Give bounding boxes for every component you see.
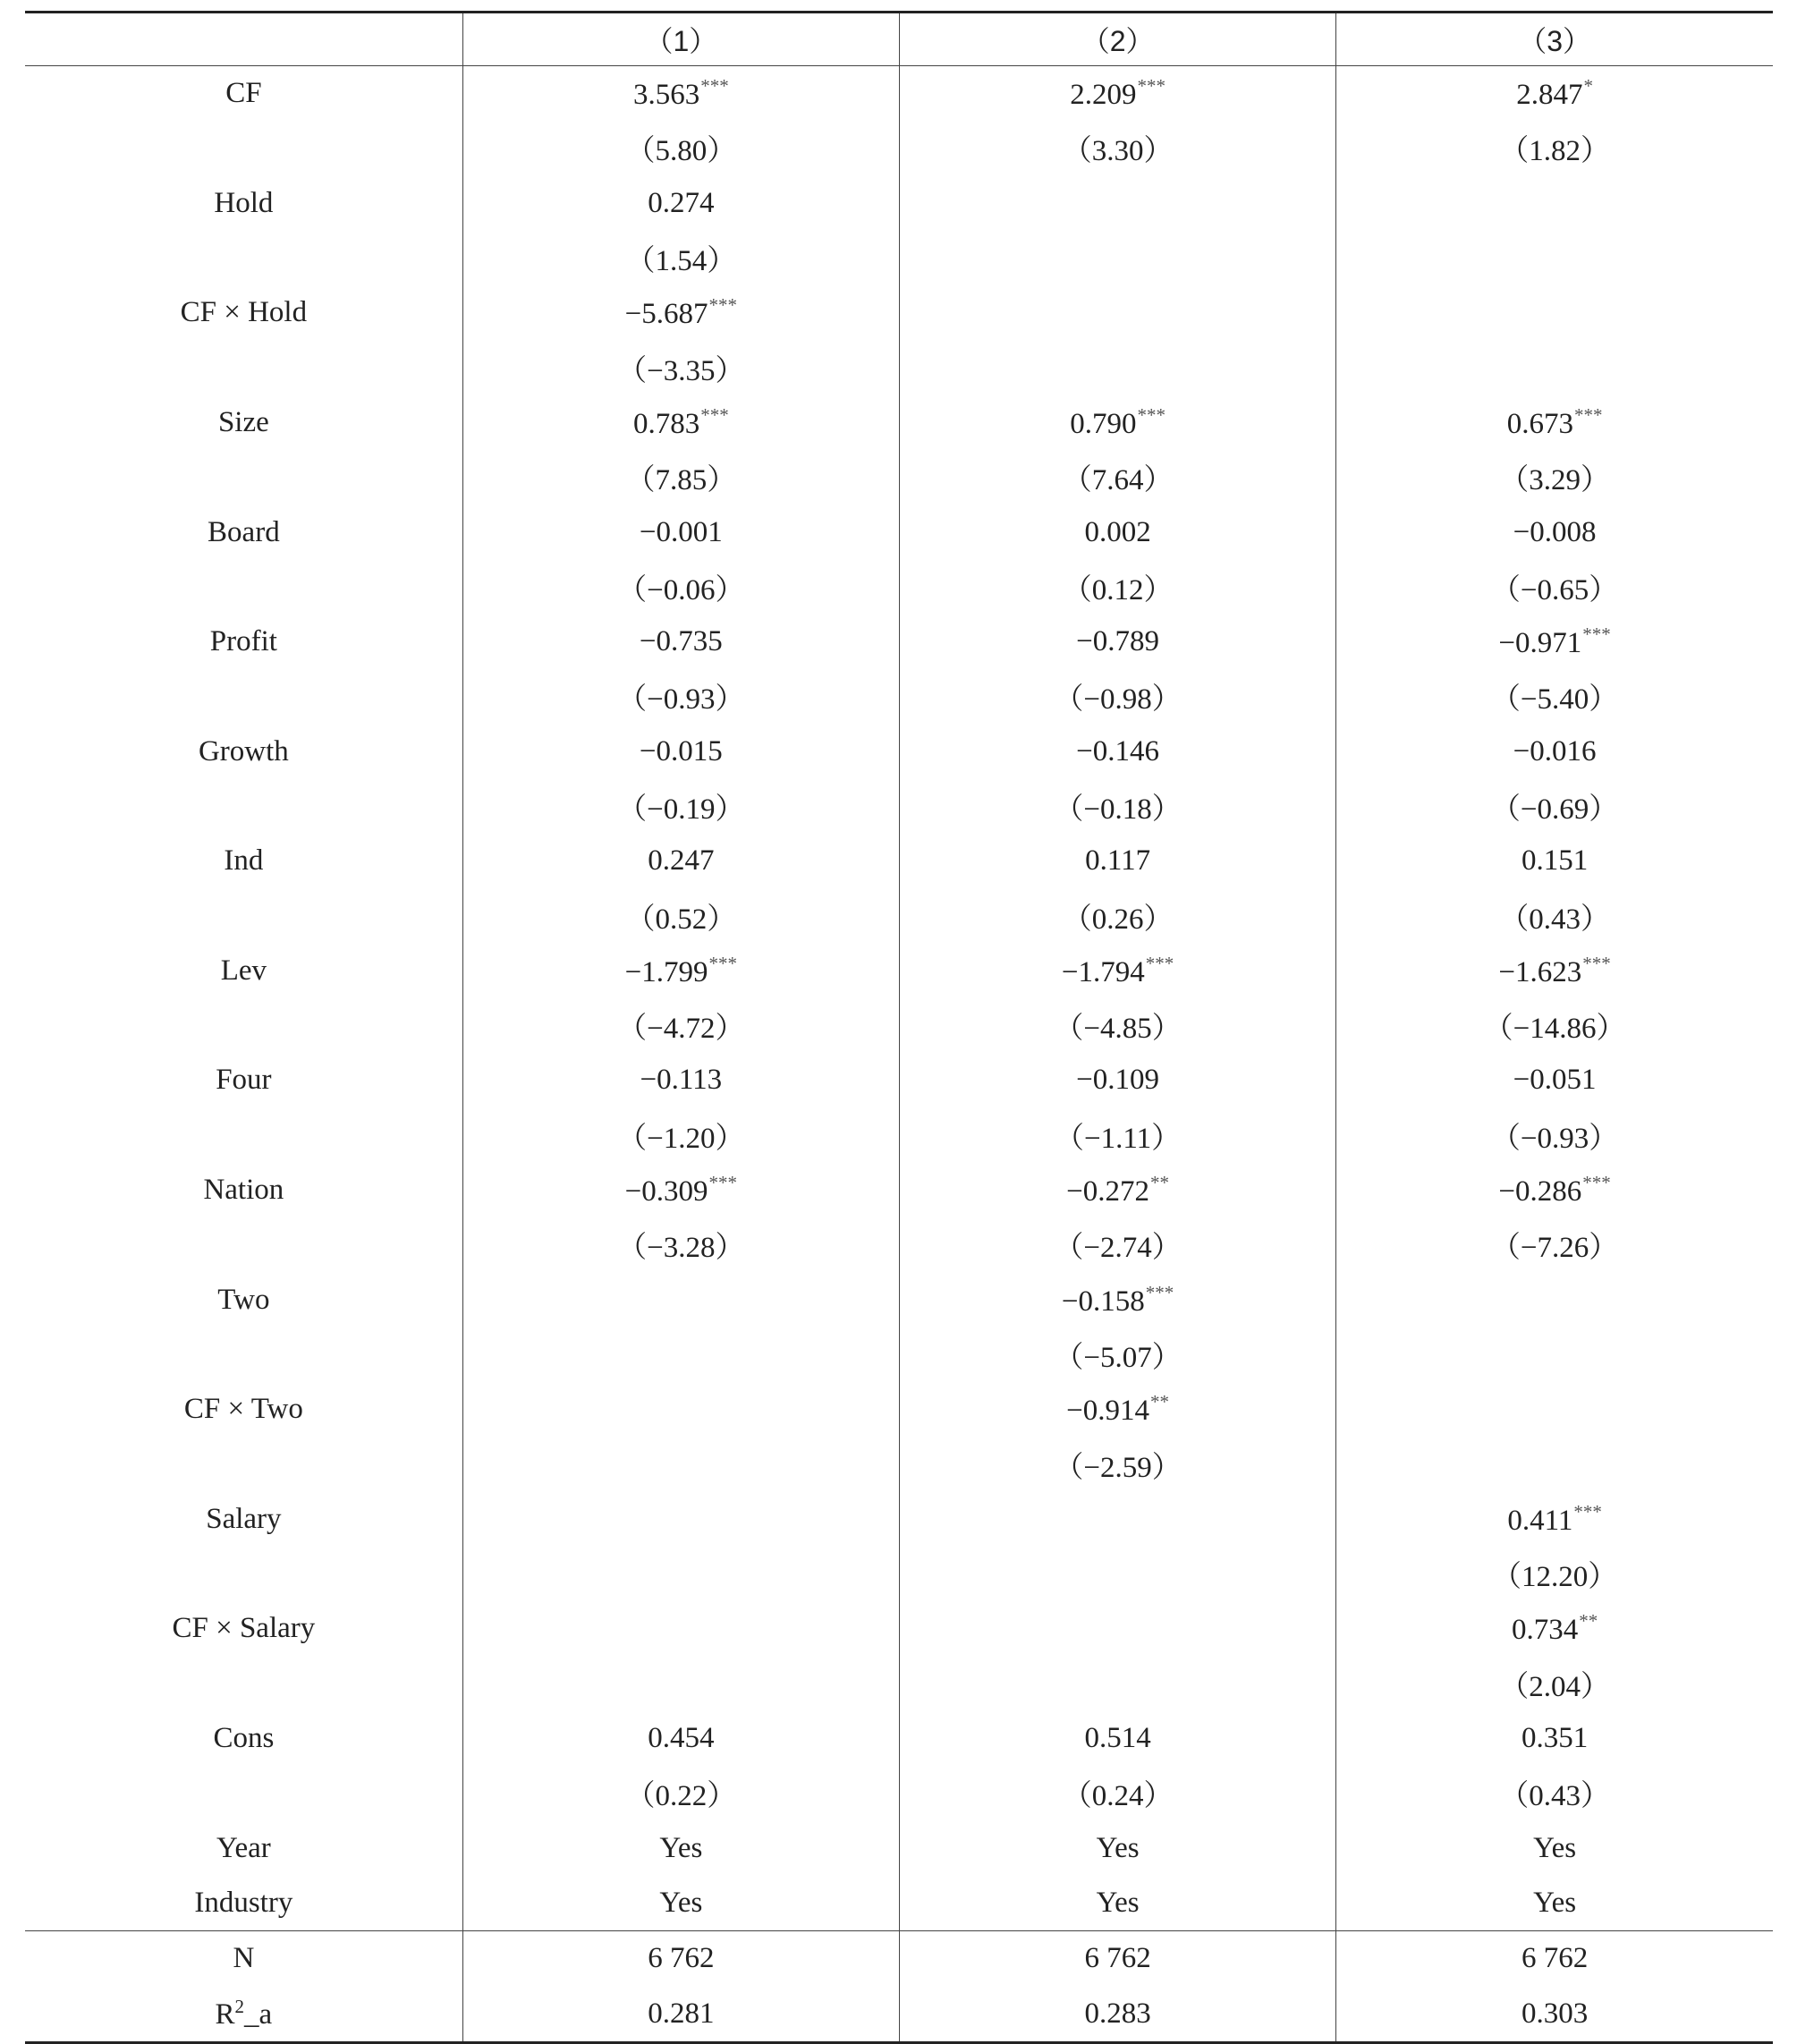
cell-value: Yes [1096,1831,1140,1864]
table-row [25,505,1773,559]
stat-label-main: N [233,1942,255,1975]
value-cell [1336,1876,1773,1931]
value-cell [1336,779,1773,834]
significance-stars: *** [700,403,729,426]
cell-value: Yes [659,1831,703,1864]
value-cell [1336,1492,1773,1547]
cell-value: （−4.85） [1054,1013,1182,1046]
value-cell [462,1766,899,1820]
cell-value: 3.563 [632,79,700,112]
table-header [25,13,1773,66]
value-cell [899,615,1335,669]
header-row [25,13,1773,66]
cell-value: 0.002 [1084,515,1151,548]
value-cell [1336,1382,1773,1437]
value-cell [899,1547,1335,1601]
value-cell [1336,725,1773,779]
stat-value-cell: 6 762 [1336,1931,1773,1987]
value-cell [1336,998,1773,1053]
value-cell [1336,450,1773,505]
cell-value: −0.109 [1076,1064,1160,1097]
cell-value: −1.794 [1061,955,1145,988]
table-row [25,1382,1773,1437]
row-label: Four [216,1064,272,1097]
cell-value: 2.847 [1516,79,1583,112]
value-cell [1336,505,1773,559]
cell-value: −0.971 [1498,627,1582,660]
value-cell [1336,1601,1773,1656]
value-cell [1336,669,1773,724]
significance-stars: ** [1150,1391,1170,1413]
stat-label-superscript: 2 [234,1996,245,2018]
table-row [25,669,1773,724]
row-label [25,1108,462,1163]
row-label: Salary [206,1502,282,1535]
value-cell [899,340,1335,394]
value-cell [462,395,899,450]
cell-value: 0.734 [1511,1614,1579,1647]
value-cell [462,1053,899,1107]
coefficient-rows [25,66,1773,1931]
cell-value: 0.790 [1070,407,1137,440]
cell-value: （−0.93） [1490,1122,1619,1155]
value-cell [899,1437,1335,1491]
value-cell [462,1547,899,1601]
table-row [25,1547,1773,1601]
significance-stars: *** [1137,403,1166,426]
cell-value: （−1.20） [617,1122,745,1155]
significance-stars: *** [1145,952,1174,974]
value-cell [462,1163,899,1217]
row-label [25,1217,462,1272]
significance-stars: *** [1582,952,1611,974]
value-cell [899,1876,1335,1931]
table-row [25,1108,1773,1163]
row-label [25,1327,462,1382]
cell-value: −0.735 [639,625,723,658]
value-cell [899,779,1335,834]
header-cell-model-1: （1） [462,13,899,66]
value-cell [462,231,899,285]
cell-value: （0.24） [1062,1780,1174,1813]
table-row [25,1821,1773,1876]
cell-value: 2.209 [1070,79,1137,112]
cell-value: （0.12） [1062,573,1174,606]
stat-row [25,1986,1773,2042]
cell-value: −0.051 [1513,1064,1597,1097]
cell-value: −0.158 [1061,1285,1145,1318]
cell-value: （−0.06） [617,573,745,606]
cell-value: −5.687 [624,298,708,331]
cell-value: Yes [659,1886,703,1919]
row-label [25,669,462,724]
value-cell [899,669,1335,724]
value-cell [1336,1163,1773,1217]
value-cell [899,1327,1335,1382]
table-row [25,834,1773,888]
value-cell [462,1437,899,1491]
table-row [25,340,1773,394]
table-row [25,66,1773,122]
row-label [25,560,462,615]
table-row [25,395,1773,450]
value-cell [1336,1437,1773,1491]
cell-value: （−4.72） [617,1013,745,1046]
regression-table [25,11,1773,2044]
cell-value: −0.113 [640,1064,723,1097]
table-row [25,725,1773,779]
value-cell [1336,1657,1773,1711]
cell-value: （−2.59） [1054,1451,1182,1484]
table-row [25,1601,1773,1656]
cell-value: −0.789 [1076,625,1160,658]
row-label [25,231,462,285]
value-cell [899,450,1335,505]
stat-row [25,1931,1773,1987]
value-cell [1336,1766,1773,1820]
value-cell [899,1108,1335,1163]
value-cell [462,615,899,669]
significance-stars: *** [1145,1281,1174,1303]
value-cell [1336,1273,1773,1327]
statistics-rows [25,1931,1773,2043]
cell-value: （−7.26） [1490,1232,1619,1265]
cell-value: （−1.11） [1055,1122,1182,1155]
row-label: CF [225,77,262,110]
value-cell [899,1163,1335,1217]
row-label [25,1657,462,1711]
cell-value: （−0.65） [1490,573,1619,606]
significance-stars: *** [1573,403,1603,426]
value-cell [462,1601,899,1656]
value-cell [462,450,899,505]
cell-value: Yes [1533,1831,1577,1864]
value-cell [462,1657,899,1711]
header-cell-model-3: （3） [1336,13,1773,66]
table-row [25,1876,1773,1931]
value-cell [899,1053,1335,1107]
cell-value: （12.20） [1491,1561,1618,1594]
stat-label-suffix: _a [244,1998,273,2031]
significance-stars: *** [1573,1500,1602,1522]
cell-value: Yes [1096,1886,1140,1919]
value-cell [1336,1711,1773,1766]
row-label: CF × Two [183,1393,303,1426]
row-label: Year [216,1831,271,1864]
significance-stars: *** [1582,623,1611,646]
value-cell [899,285,1335,340]
cell-value: （−14.86） [1483,1013,1626,1046]
stat-label [25,1986,462,2042]
value-cell [899,834,1335,888]
cell-value: 0.117 [1085,844,1151,878]
row-label [25,1547,462,1601]
value-cell [462,121,899,175]
cell-value: （0.52） [625,903,737,936]
table-row [25,121,1773,175]
cell-value: （−0.98） [1054,683,1182,717]
row-label [25,998,462,1053]
value-cell [899,1382,1335,1437]
value-cell [462,944,899,998]
table-row [25,560,1773,615]
cell-value: （7.85） [625,464,737,497]
cell-value: 0.454 [648,1722,715,1755]
value-cell [1336,1217,1773,1272]
value-cell [462,560,899,615]
value-cell [1336,888,1773,943]
table-row [25,231,1773,285]
value-cell [1336,944,1773,998]
value-cell [899,1601,1335,1656]
header-cell-label [25,13,462,66]
cell-value: −1.799 [624,955,708,988]
table-row [25,944,1773,998]
value-cell [899,395,1335,450]
table-row [25,1217,1773,1272]
row-label: Two [217,1283,270,1316]
value-cell [899,505,1335,559]
value-cell [462,1876,899,1931]
stat-value-cell: 6 762 [899,1931,1335,1987]
row-label [25,121,462,175]
cell-value: −0.015 [639,734,723,768]
value-cell [1336,1327,1773,1382]
value-cell [1336,1821,1773,1876]
cell-value: （2.04） [1499,1670,1610,1703]
stat-value-cell: 0.303 [1336,1986,1773,2042]
value-cell [1336,66,1773,122]
row-label: Nation [203,1174,284,1207]
cell-value: 0.274 [648,186,715,219]
value-cell [899,121,1335,175]
row-label: Growth [198,734,289,768]
value-cell [462,1711,899,1766]
row-label: Board [208,515,280,548]
cell-value: −1.623 [1498,955,1582,988]
value-cell [899,1217,1335,1272]
stat-value-cell: 6 762 [462,1931,899,1987]
row-label: Hold [214,186,274,219]
value-cell [462,66,899,122]
table-row [25,615,1773,669]
value-cell [462,1108,899,1163]
header-cell-model-2: （2） [899,13,1335,66]
table-row [25,998,1773,1053]
value-cell [462,340,899,394]
row-label [25,1766,462,1820]
value-cell [462,779,899,834]
value-cell [1336,560,1773,615]
value-cell [899,176,1335,231]
cell-value: −0.008 [1513,515,1597,548]
value-cell [899,1273,1335,1327]
table-row [25,1053,1773,1107]
cell-value: −0.272 [1066,1175,1150,1209]
cell-value: （5.80） [625,135,737,168]
row-label: Lev [220,954,267,987]
value-cell [462,1821,899,1876]
row-label: CF × Salary [172,1612,316,1645]
cell-value: （3.29） [1499,464,1610,497]
cell-value: 0.151 [1521,844,1589,878]
value-cell [899,1766,1335,1820]
cell-value: （0.22） [625,1780,737,1813]
value-cell [1336,340,1773,394]
value-cell [899,1821,1335,1876]
value-cell [1336,615,1773,669]
table-row [25,1327,1773,1382]
cell-value: （0.26） [1062,903,1174,936]
stat-value-cell: 0.281 [462,1986,899,2042]
value-cell [899,1657,1335,1711]
cell-value: −0.001 [639,515,723,548]
value-cell [462,888,899,943]
value-cell [462,505,899,559]
row-label: Size [217,405,269,438]
value-cell [1336,1547,1773,1601]
cell-value: （−5.07） [1054,1341,1182,1374]
cell-value: （1.54） [625,245,737,278]
value-cell [462,834,899,888]
cell-value: 0.783 [632,407,700,440]
table-row [25,1163,1773,1217]
value-cell [1336,1053,1773,1107]
table-row [25,1766,1773,1820]
value-cell [1336,1108,1773,1163]
table-row [25,1711,1773,1766]
cell-value: −0.914 [1066,1395,1150,1428]
value-cell [1336,121,1773,175]
value-cell [462,1217,899,1272]
cell-value: 0.514 [1084,1722,1151,1755]
stat-value-cell: 0.283 [899,1986,1335,2042]
value-cell [1336,834,1773,888]
table-row [25,450,1773,505]
significance-stars: ** [1150,1172,1170,1194]
significance-stars: *** [700,75,729,98]
table-row [25,1657,1773,1711]
value-cell [899,1492,1335,1547]
value-cell [899,1711,1335,1766]
cell-value: （1.82） [1499,135,1610,168]
cell-value: 0.673 [1506,407,1573,440]
cell-value: （−5.40） [1490,683,1619,717]
table-row [25,176,1773,231]
value-cell [1336,231,1773,285]
value-cell [462,725,899,779]
cell-value: （3.30） [1062,135,1174,168]
table-row [25,1273,1773,1327]
cell-value: Yes [1533,1886,1577,1919]
value-cell [1336,395,1773,450]
value-cell [899,725,1335,779]
significance-stars: *** [708,1172,738,1194]
cell-value: 0.411 [1507,1504,1573,1537]
cell-value: （−0.19） [617,793,745,826]
cell-value: （−2.74） [1054,1232,1182,1265]
value-cell [899,888,1335,943]
value-cell [1336,176,1773,231]
table-row [25,1437,1773,1491]
stat-label-main: R [215,1998,235,2031]
value-cell [462,669,899,724]
value-cell [899,998,1335,1053]
value-cell [899,944,1335,998]
significance-stars: *** [1137,75,1166,98]
value-cell [462,1273,899,1327]
significance-stars: ** [1579,1610,1598,1633]
value-cell [899,66,1335,122]
stat-label [25,1931,462,1987]
value-cell [462,998,899,1053]
cell-value: −0.286 [1498,1175,1582,1209]
cell-value: （7.64） [1062,464,1174,497]
row-label [25,779,462,834]
cell-value: 0.247 [648,844,715,878]
value-cell [462,1492,899,1547]
cell-value: −0.309 [624,1175,708,1209]
cell-value: （−0.93） [617,683,745,717]
row-label: CF × Hold [180,296,308,329]
cell-value: 0.351 [1521,1722,1589,1755]
cell-value: （0.43） [1499,1780,1610,1813]
cell-value: （−3.28） [617,1232,745,1265]
row-label: Industry [194,1886,293,1919]
value-cell [462,176,899,231]
significance-stars: * [1583,75,1593,98]
significance-stars: *** [708,294,738,317]
cell-value: （−3.35） [617,354,745,387]
cell-value: −0.016 [1513,734,1597,768]
row-label: Ind [224,844,264,878]
significance-stars: *** [708,952,738,974]
table-row [25,1492,1773,1547]
value-cell [462,1327,899,1382]
value-cell [899,231,1335,285]
cell-value: −0.146 [1076,734,1160,768]
significance-stars: *** [1582,1172,1611,1194]
table-row [25,779,1773,834]
row-label [25,340,462,394]
cell-value: （−0.69） [1490,793,1619,826]
row-label: Profit [209,625,277,658]
row-label: Cons [213,1722,275,1755]
table-row [25,888,1773,943]
value-cell [462,285,899,340]
row-label [25,450,462,505]
row-label [25,1437,462,1491]
value-cell [462,1382,899,1437]
value-cell [899,560,1335,615]
cell-value: （−0.18） [1054,793,1182,826]
cell-value: （0.43） [1499,903,1610,936]
table-row [25,285,1773,340]
value-cell [1336,285,1773,340]
row-label [25,888,462,943]
